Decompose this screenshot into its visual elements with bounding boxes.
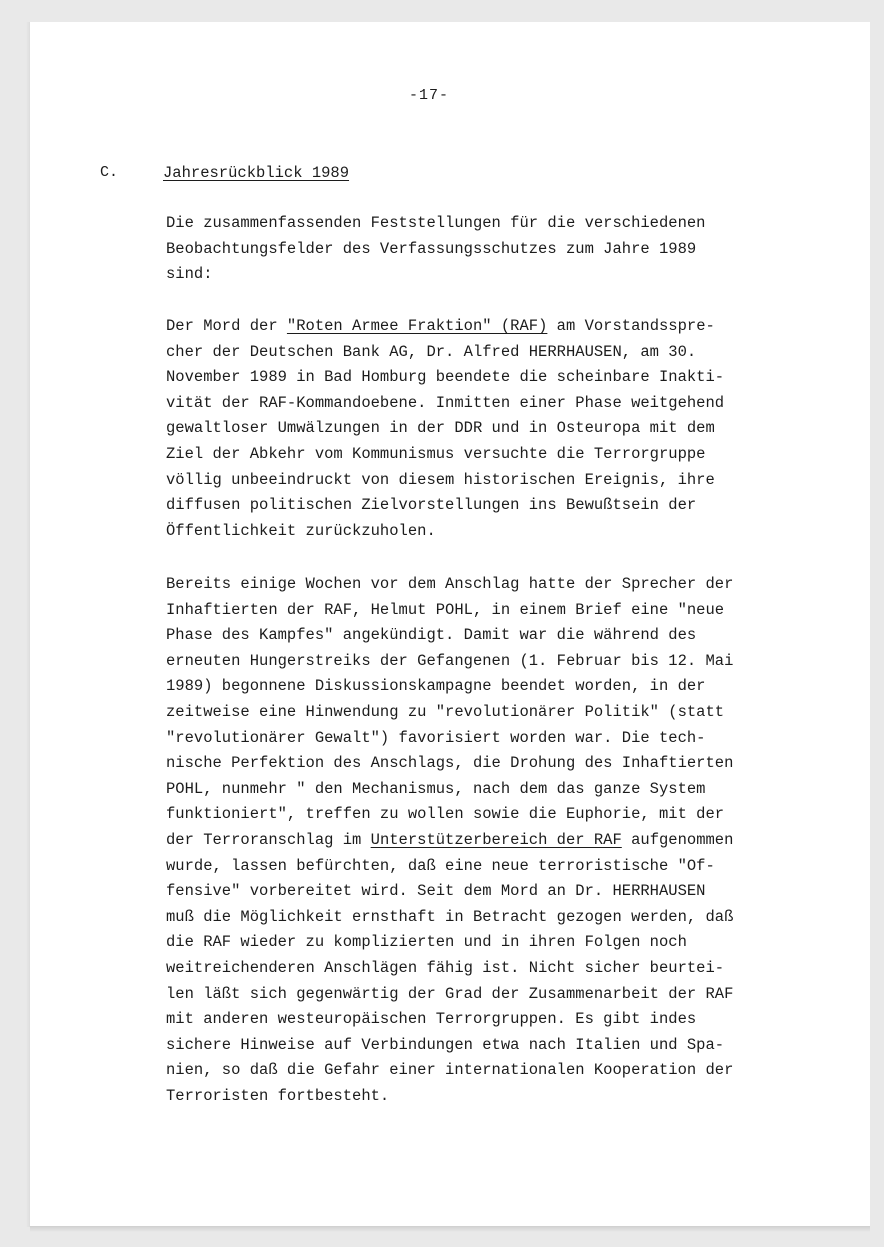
text-segment: funktioniert", treffen zu wollen sowie die Euphorie, mit der [166,805,725,824]
text-segment: sichere Hinweise auf Verbindungen etwa nach Italien und Spa- [166,1035,725,1054]
text-line [166,674,826,700]
text-segment: diffusen politischen Zielvorstellungen ins Bewußtsein der [166,496,697,515]
text-line [166,211,826,237]
text-segment: November 1989 in Bad Homburg beendete die scheinbare Inakti- [166,368,725,387]
text-line [166,623,826,649]
text-segment: Inhaftierten der RAF, Helmut POHL, in einem Brief eine "neue [166,600,725,619]
text-segment: nische Perfektion des Anschlags, die Drohung des Inhaftierten [166,754,734,773]
text-segment: muß die Möglichkeit ernsthaft in Betracht gezogen werden, daß [166,907,734,926]
text-line [166,649,826,675]
text-line [166,468,826,494]
text-line [166,854,826,880]
text-line [166,416,826,442]
text-segment: Beobachtungsfelder des Verfassungsschutzes zum Jahre 1989 [166,239,697,258]
text-segment: völlig unbeeindruckt von diesem historischen Ereignis, ihre [166,470,715,489]
text-segment: Ziel der Abkehr vom Kommunismus versuchte die Terrorgruppe [166,444,706,463]
text-line [166,956,826,982]
text-line [166,1084,826,1110]
text-line [166,879,826,905]
text-line [166,982,826,1008]
text-line [166,802,826,828]
text-line [166,828,826,854]
text-segment: Der Mord der [166,317,287,335]
text-line [166,519,826,545]
text-line [166,237,826,263]
text-line [166,1007,826,1033]
text-line [166,905,826,931]
text-segment: Die zusammenfassenden Feststellungen für die verschiedenen [166,214,706,232]
section-letter: C. [100,164,119,181]
text-segment: Öffentlichkeit zurückzuholen. [166,521,436,540]
text-segment: Terroristen fortbesteht. [166,1086,390,1105]
text-segment: am Vorstandsspre- [547,317,715,335]
text-line [166,777,826,803]
paragraph-intro [166,211,826,288]
text-line [166,572,826,598]
paragraph-raf-murder [166,314,826,544]
text-segment: nien, so daß die Gefahr einer internationalen Kooperation der [166,1061,734,1080]
text-line [166,598,826,624]
text-line [166,314,826,340]
paragraph-raf-outlook [166,572,826,1109]
text-segment: mit anderen westeuropäischen Terrorgruppen. Es gibt indes [166,1010,697,1029]
text-segment: weitreichenderen Anschlägen fähig ist. Nicht sicher beurtei- [166,958,725,977]
text-segment: vität der RAF-Kommandoebene. Inmitten einer Phase weitgehend [166,393,725,412]
text-line [166,340,826,366]
text-line [166,262,826,288]
text-segment: gewaltloser Umwälzungen in der DDR und in Osteuropa mit dem [166,419,715,438]
page-number: -17- [408,87,449,104]
text-line [166,930,826,956]
text-segment: Bereits einige Wochen vor dem Anschlag hatte der Sprecher der [166,575,734,593]
text-line [166,493,826,519]
section-title: Jahresrückblick 1989 [163,164,350,182]
page-shadow-bottom [30,1226,870,1232]
text-segment: erneuten Hungerstreiks der Gefangenen (1. Februar bis 12. Mai [166,651,734,670]
text-segment: fensive" vorbereitet wird. Seit dem Mord an Dr. HERRHAUSEN [166,882,706,901]
text-segment: len läßt sich gegenwärtig der Grad der Zusammenarbeit der RAF [166,984,734,1003]
text-line [166,751,826,777]
text-segment: der Terroranschlag im [166,830,371,849]
text-segment: POHL, nunmehr " den Mechanismus, nach dem das ganze System [166,779,706,798]
text-segment: aufgenommen [621,830,734,849]
text-line [166,700,826,726]
text-line [166,726,826,752]
text-segment: die RAF wieder zu komplizierten und in ihren Folgen noch [166,933,687,952]
text-segment: "revolutionärer Gewalt") favorisiert worden war. Die tech- [166,728,706,747]
text-line [166,1033,826,1059]
text-line [166,442,826,468]
text-segment: 1989) begonnene Diskussionskampagne beendet worden, in der [166,677,706,696]
text-segment: zeitweise eine Hinwendung zu "revolutionärer Politik" (statt [166,702,725,721]
text-line [166,365,826,391]
text-line [166,1058,826,1084]
underlined-term: Unterstützerbereich der RAF [370,830,622,849]
text-segment: sind: [166,265,213,284]
text-segment: wurde, lassen befürchten, daß eine neue terroristische "Of- [166,856,715,875]
underlined-term: "Roten Armee Fraktion" (RAF) [286,317,548,335]
text-segment: cher der Deutschen Bank AG, Dr. Alfred HERRHAUSEN, am 30. [166,342,697,361]
text-line [166,391,826,417]
text-segment: Phase des Kampfes" angekündigt. Damit war die während des [166,626,697,645]
